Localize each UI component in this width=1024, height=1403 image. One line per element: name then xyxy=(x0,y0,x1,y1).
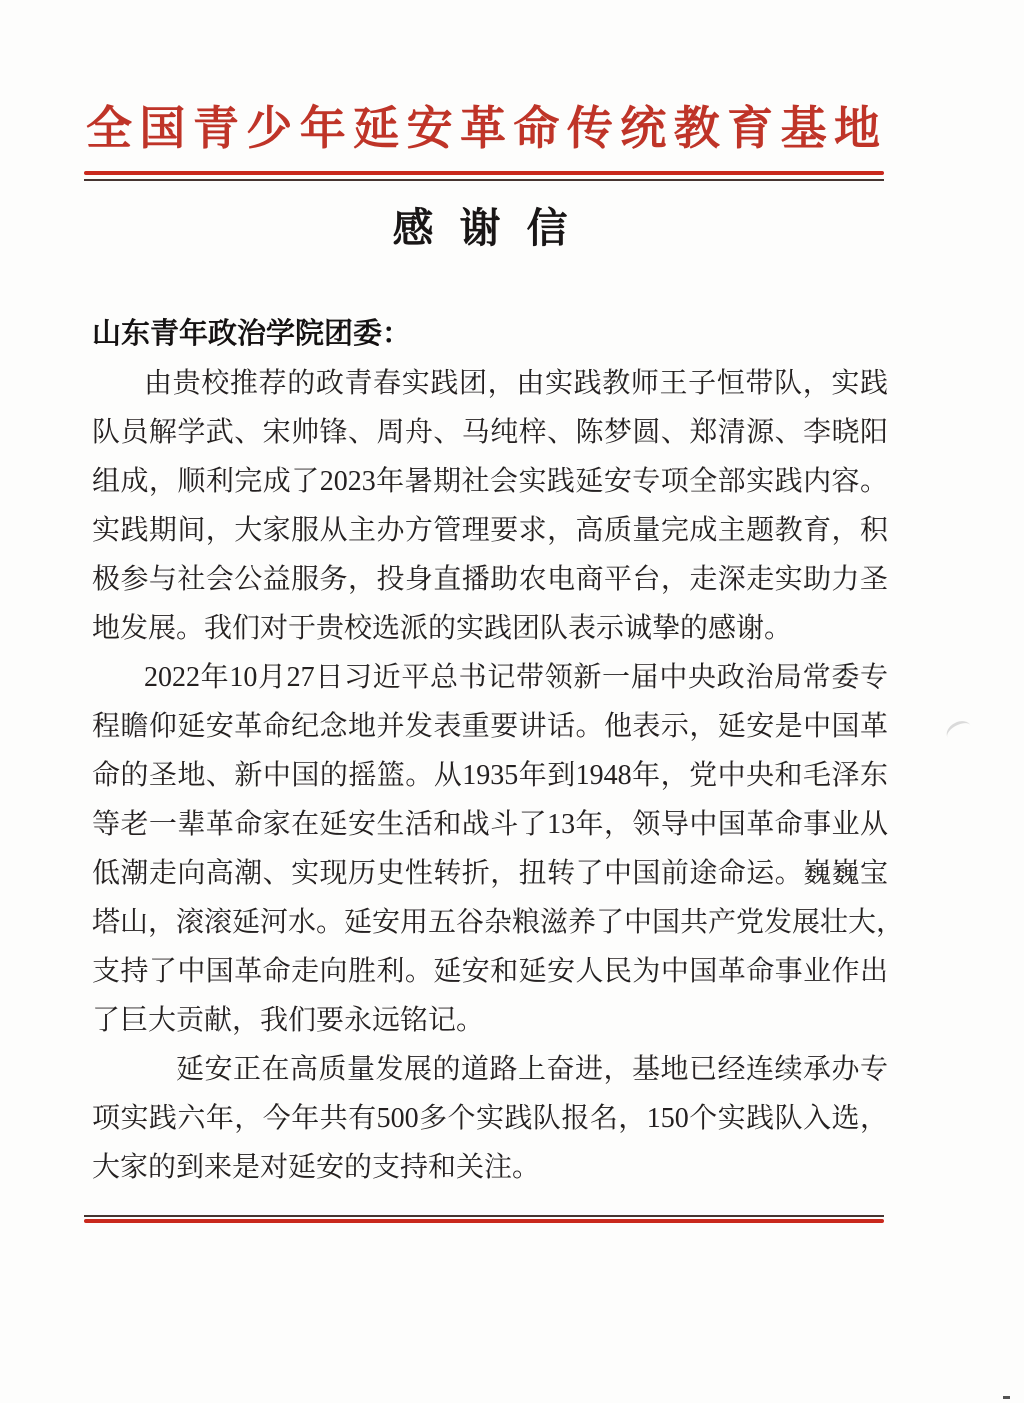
paragraph-3 xyxy=(92,1045,888,1192)
letterhead-rule-red xyxy=(84,171,884,175)
letterhead-rule-dark xyxy=(84,179,884,181)
body-line: 等老一辈革命家在延安生活和战斗了13年，领导中国革命事业从 xyxy=(92,809,888,840)
body-line: 低潮走向高潮、实现历史性转折，扭转了中国前途命运。巍巍宝 xyxy=(92,858,888,889)
letter-body xyxy=(92,310,905,1192)
body-line: 命的圣地、新中国的摇篮。从1935年到1948年，党中央和毛泽东 xyxy=(92,760,888,791)
body-line: 极参与社会公益服务，投身直播助农电商平台，走深走实助力圣 xyxy=(92,564,888,595)
paragraph-2 xyxy=(92,653,905,1045)
scan-speck xyxy=(1003,1396,1010,1399)
scan-smudge xyxy=(943,717,975,746)
body-line: 项实践六年，今年共有500多个实践队报名，150个实践队入选， xyxy=(92,1103,888,1134)
footer-rule-dark xyxy=(84,1215,884,1217)
body-line: 队员解学武、宋帅锋、周舟、马纯梓、陈梦圆、郑清源、李晓阳 xyxy=(92,417,888,448)
body-line: 由贵校推荐的政青春实践团，由实践教师王子恒带队，实践 xyxy=(144,368,888,399)
letter-title: 感谢信 xyxy=(392,205,594,251)
body-line: 程瞻仰延安革命纪念地并发表重要讲话。他表示，延安是中国革 xyxy=(92,711,888,742)
paragraph-1 xyxy=(92,359,888,653)
salutation: 山东青年政治学院团委： xyxy=(92,318,412,350)
letterhead-org-name: 全国青少年延安革命传统教育基地 xyxy=(86,103,880,154)
body-line: 延安正在高质量发展的道路上奋进，基地已经连续承办专 xyxy=(176,1054,888,1085)
body-line: 支持了中国革命走向胜利。延安和延安人民为中国革命事业作出 xyxy=(92,956,888,987)
body-line: 大家的到来是对延安的支持和关注。 xyxy=(92,1152,541,1183)
body-line: 塔山，滚滚延河水。延安用五谷杂粮滋养了中国共产党发展壮大， xyxy=(92,907,905,938)
body-line: 了巨大贡献，我们要永远铭记。 xyxy=(92,1005,485,1036)
body-line: 组成，顺利完成了2023年暑期社会实践延安专项全部实践内容。 xyxy=(92,466,888,497)
body-line: 实践期间，大家服从主办方管理要求，高质量完成主题教育，积 xyxy=(92,515,888,546)
footer-rule-red xyxy=(84,1219,884,1223)
body-line: 2022年10月27日习近平总书记带领新一届中央政治局常委专 xyxy=(144,662,888,693)
body-line: 地发展。我们对于贵校选派的实践团队表示诚挚的感谢。 xyxy=(92,613,793,644)
